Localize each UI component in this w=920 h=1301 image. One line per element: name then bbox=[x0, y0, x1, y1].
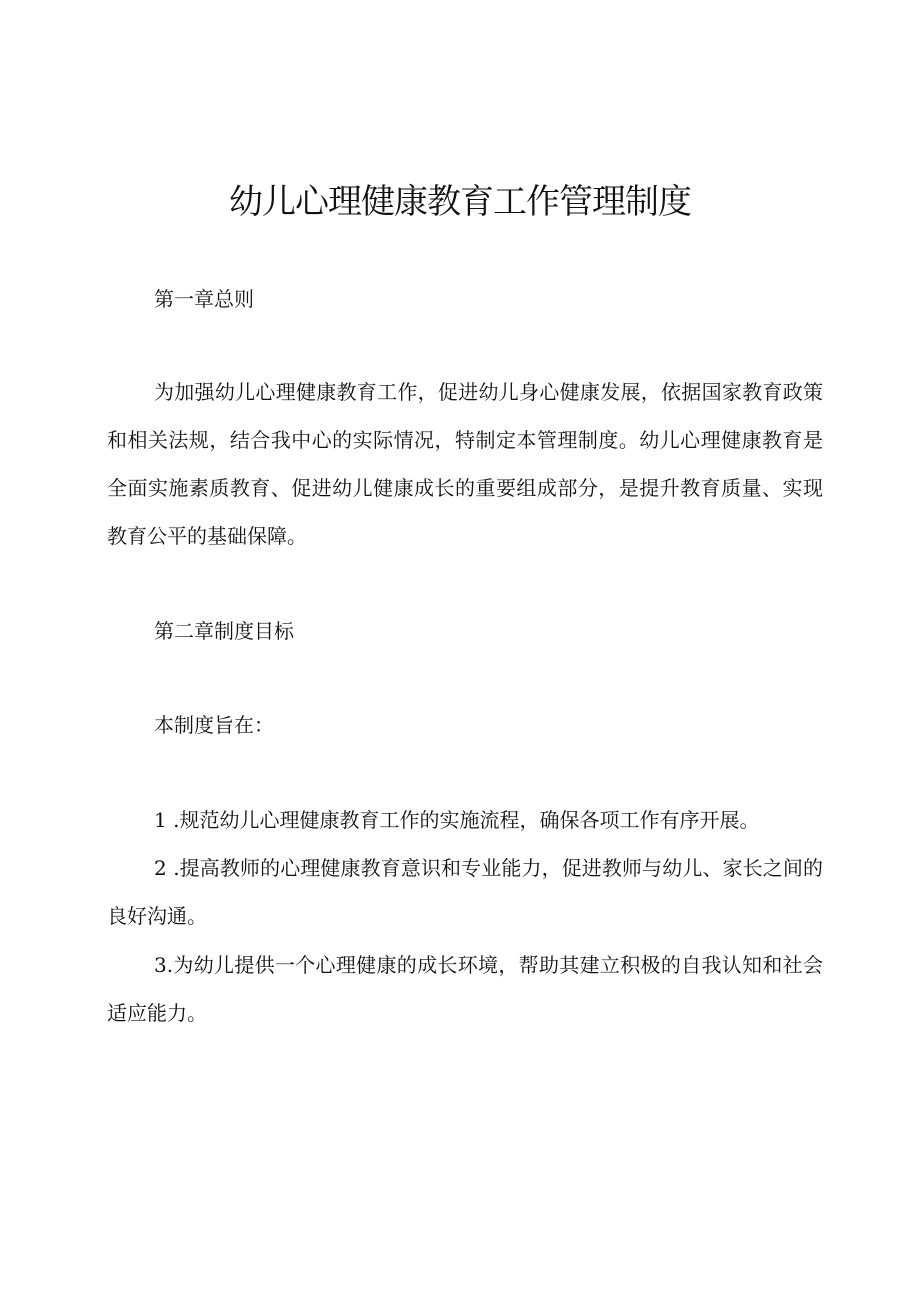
chapter2-heading: 第二章制度目标 bbox=[154, 619, 294, 643]
goal-item-1: 1 .规范幼儿心理健康教育工作的实施流程，确保各项工作有序开展。 bbox=[154, 808, 760, 832]
goal-item-2: 2 .提高教师的心理健康教育意识和专业能力，促进教师与幼儿、家长之间的良好沟通。 bbox=[107, 856, 823, 928]
goal-item-3: 3.为幼儿提供一个心理健康的成长环境，帮助其建立积极的自我认知和社会适应能力。 bbox=[107, 953, 823, 1025]
chapter1-paragraph: 为加强幼儿心理健康教育工作，促进幼儿身心健康发展，依据国家教育政策和相关法规，结合我中心的实际情况，特制定本管理制度。幼儿心理健康教育是全面实施素质教育、促进幼儿健康成长的重要组成部分，是提升教育质量、实现教育公平的基础保障。 bbox=[107, 380, 823, 548]
document-title: 幼儿心理健康教育工作管理制度 bbox=[229, 182, 691, 222]
chapter1-heading: 第一章总则 bbox=[154, 287, 254, 311]
chapter2-intro: 本制度旨在： bbox=[154, 713, 274, 737]
